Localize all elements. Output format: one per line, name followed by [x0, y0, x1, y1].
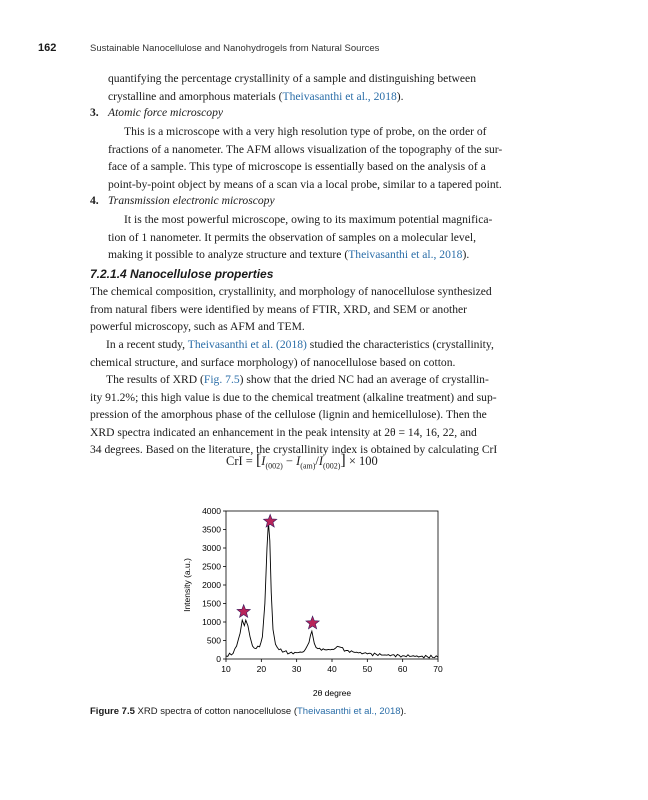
intro-paragraph	[108, 70, 540, 105]
text-line: face of a sample. This type of microscope is essentially based on the analysis of a	[108, 160, 486, 174]
x-tick-label: 60	[397, 664, 408, 674]
list-title: Transmission electronic microscopy	[108, 194, 275, 207]
list-paragraph	[108, 123, 540, 193]
citation-link[interactable]: Theivasanthi et al., 2018	[282, 89, 397, 103]
x-tick-label: 20	[256, 664, 267, 674]
text-line: The chemical composition, crystallinity, and morphology of nanocellulose synthesized	[90, 285, 492, 298]
text-line: chemical structure, and surface morphology) of nanocellulose based on cotton.	[90, 355, 456, 369]
y-tick-label: 3500	[202, 524, 221, 535]
text-line: This is a microscope with a very high resolution type of probe, on the order of	[124, 125, 487, 138]
text-line: fractions of a nanometer. The AFM allows visualization of the topography of the sur-	[108, 142, 503, 156]
series-line	[226, 522, 438, 658]
peak-star-marker	[264, 514, 277, 527]
text-line: It is the most powerful microscope, owing to its maximum potential magnifica-	[124, 213, 493, 226]
text-line: from natural fibers were identified by means of FTIR, XRD, and SEM or another	[90, 302, 468, 316]
text-line: making it possible to analyze structure and texture (Theivasanthi et al., 2018).	[108, 248, 470, 262]
text-line: quantifying the percentage crystallinity of a sample and distinguishing between	[108, 72, 476, 85]
text-line: ity 91.2%; this high value is due to the chemical treatment (alkaline treatment) and sup-	[90, 390, 497, 404]
x-tick-label: 50	[362, 664, 373, 674]
list-paragraph	[108, 211, 540, 264]
text-line: XRD spectra indicated an enhancement in the peak intensity at 2θ = 14, 16, 22, and	[90, 425, 477, 439]
text-line: tion of 1 nanometer. It permits the observation of samples on a molecular level,	[108, 230, 476, 244]
x-tick-label: 30	[291, 664, 302, 674]
plot-frame	[226, 511, 438, 659]
section-paragraph-1	[90, 283, 540, 336]
page-number: 162	[38, 42, 57, 54]
citation-link[interactable]: Theivasanthi et al., 2018	[297, 706, 401, 717]
y-tick-label: 3000	[202, 543, 221, 553]
citation-link[interactable]: Theivasanthi et al., 2018	[348, 248, 463, 262]
text-line: The results of XRD (Fig. 7.5) show that the dried NC had an average of crystallin-	[106, 373, 489, 386]
section-paragraph-2	[90, 336, 540, 371]
y-tick-label: 2000	[202, 580, 221, 590]
text-line: pression of the amorphous phase of the cellulose (lignin and hemicellulose). Then the	[90, 408, 487, 422]
text-line: point-by-point object by means of a scan via a local probe, similar to a tapered point.	[108, 177, 502, 191]
peak-star-marker	[306, 616, 319, 629]
text-line: powerful microscopy, such as AFM and TEM.	[90, 320, 305, 334]
y-tick-label: 500	[206, 635, 221, 646]
y-axis-label: Intensity (a.u.)	[182, 558, 192, 612]
x-axis-label: 2θ degree	[312, 688, 352, 698]
text-line: In a recent study, Theivasanthi et al. (2018) studied the characteristics (crystallinity,	[106, 338, 494, 351]
figure-link[interactable]: Fig. 7.5	[203, 373, 240, 386]
text-line: crystalline and amorphous materials (Theivasanthi et al., 2018).	[108, 89, 404, 103]
citation-link[interactable]: Theivasanthi et al. (2018)	[187, 338, 307, 351]
list-number: 4.	[90, 194, 99, 207]
y-tick-label: 1000	[202, 617, 221, 627]
y-tick-label: 4000	[202, 506, 221, 516]
x-tick-label: 70	[433, 664, 443, 674]
y-tick-label: 2500	[202, 561, 221, 572]
running-head: Sustainable Nanocellulose and Nanohydrogels from Natural Sources	[90, 43, 380, 54]
section-heading: 7.2.1.4 Nanocellulose properties	[90, 267, 274, 281]
figure-caption: Figure 7.5 XRD spectra of cotton nanocellulose (Theivasanthi et al., 2018).	[90, 706, 407, 717]
xrd-chart	[172, 500, 472, 702]
crystallinity-equation: CrI = $[I_{(002)} - I_{(am)}/I_{(002)}] \times 100$	[226, 452, 378, 471]
figure-label: Figure 7.5	[90, 706, 135, 717]
y-tick-label: 0	[216, 654, 221, 664]
list-title: Atomic force microscopy	[108, 106, 224, 119]
x-tick-label: 40	[327, 664, 337, 674]
list-number: 3.	[90, 106, 99, 119]
x-tick-label: 10	[221, 664, 231, 674]
section-paragraph-3	[90, 371, 540, 459]
text-line: 34 degrees. Based on the literature, the crystallinity index is obtained by calculating CrI	[90, 443, 498, 457]
peak-star-marker	[237, 605, 250, 618]
y-tick-label: 1500	[202, 598, 221, 609]
